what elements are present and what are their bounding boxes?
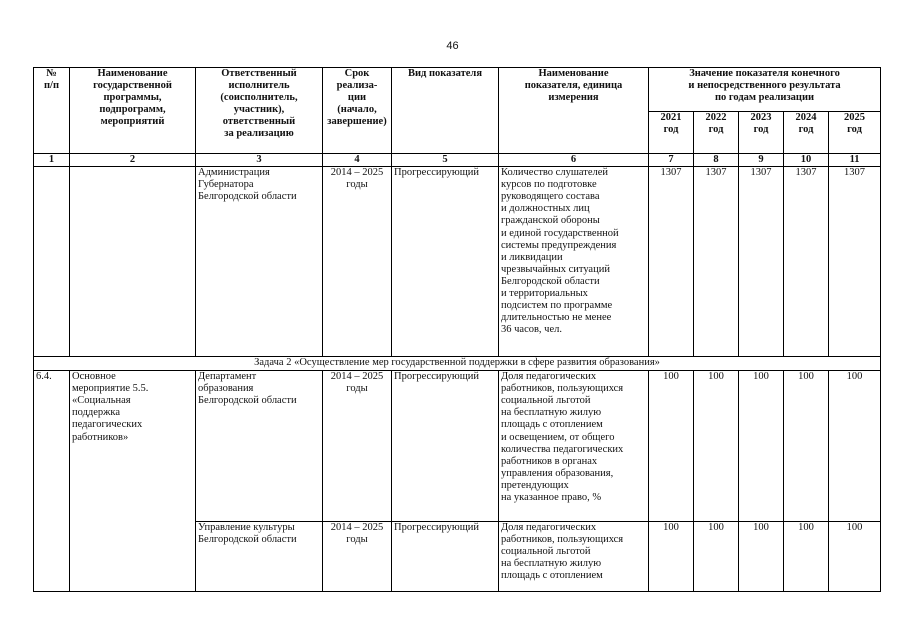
row-value: 1307 bbox=[784, 167, 829, 357]
column-number: 9 bbox=[739, 154, 784, 167]
column-number: 10 bbox=[784, 154, 829, 167]
row-value: 100 bbox=[739, 522, 784, 592]
task-row bbox=[34, 357, 881, 371]
table-row bbox=[34, 371, 881, 522]
row-value: 1307 bbox=[829, 167, 881, 357]
row-value: 1307 bbox=[739, 167, 784, 357]
row-value: 100 bbox=[649, 371, 694, 522]
row-value: 100 bbox=[829, 522, 881, 592]
column-number: 11 bbox=[829, 154, 881, 167]
header-row bbox=[34, 68, 881, 112]
column-number: 3 bbox=[196, 154, 323, 167]
row-indicator-name: Количество слушателей курсов по подготовке руководящего состава и должностных лиц гражданской обороны и единой государственной системы предупреждения и ликвидации чрезвычайных ситуаций Белгородской области и территориальных подсистем по программе длительностью не менее 36 часов, чел. bbox=[499, 167, 649, 357]
row-measure-name: Основное мероприятие 5.5. «Социальная поддержка педагогических работников» bbox=[70, 371, 196, 592]
row-indicator-name: Доля педагогических работников, пользующихся социальной льготой на бесплатную жилую площадь с отоплением bbox=[499, 522, 649, 592]
row-value: 1307 bbox=[694, 167, 739, 357]
row-value: 1307 bbox=[649, 167, 694, 357]
row-indicator-type: Прогрессирующий bbox=[392, 522, 499, 592]
row-value: 100 bbox=[694, 522, 739, 592]
header-num: № п/п bbox=[34, 68, 70, 154]
column-number: 7 bbox=[649, 154, 694, 167]
header-year: 2023 год bbox=[739, 112, 784, 154]
header-term: Срок реализа- ции (начало, завершение) bbox=[323, 68, 392, 154]
row-indicator-name: Доля педагогических работников, пользующихся социальной льготой на бесплатную жилую площадь с отоплением и освещением, от общего количества педагогических работников в органах управления образования, претендующих на указанное право, % bbox=[499, 371, 649, 522]
header-year: 2025 год bbox=[829, 112, 881, 154]
page-number: 46 bbox=[446, 40, 459, 52]
column-number: 2 bbox=[70, 154, 196, 167]
header-indicator-type: Вид показателя bbox=[392, 68, 499, 154]
row-value: 100 bbox=[829, 371, 881, 522]
column-number: 4 bbox=[323, 154, 392, 167]
row-value: 100 bbox=[694, 371, 739, 522]
row-term: 2014 – 2025 годы bbox=[323, 371, 392, 522]
column-numbers-row bbox=[34, 154, 881, 167]
header-indicator-name: Наименование показателя, единица измерения bbox=[499, 68, 649, 154]
header-year: 2022 год bbox=[694, 112, 739, 154]
row-num-cell bbox=[34, 167, 70, 357]
row-name-cell bbox=[70, 167, 196, 357]
table-row bbox=[34, 167, 881, 357]
row-term: 2014 – 2025 годы bbox=[323, 167, 392, 357]
column-number: 8 bbox=[694, 154, 739, 167]
row-num: 6.4. bbox=[34, 371, 70, 592]
row-term: 2014 – 2025 годы bbox=[323, 522, 392, 592]
row-responsible: Управление культуры Белгородской области bbox=[196, 522, 323, 592]
row-value: 100 bbox=[739, 371, 784, 522]
header-year: 2021 год bbox=[649, 112, 694, 154]
row-value: 100 bbox=[784, 371, 829, 522]
row-value: 100 bbox=[784, 522, 829, 592]
row-responsible: Администрация Губернатора Белгородской области bbox=[196, 167, 323, 357]
header-name: Наименование государственной программы, подпрограмм, мероприятий bbox=[70, 68, 196, 154]
column-number: 1 bbox=[34, 154, 70, 167]
indicators-table bbox=[33, 67, 881, 592]
task-title: Задача 2 «Осуществление мер государственной поддержки в сфере развития образования» bbox=[34, 357, 881, 371]
header-values-title: Значение показателя конечного и непосредственного результата по годам реализации bbox=[649, 68, 881, 112]
row-indicator-type: Прогрессирующий bbox=[392, 371, 499, 522]
row-indicator-type: Прогрессирующий bbox=[392, 167, 499, 357]
header-year: 2024 год bbox=[784, 112, 829, 154]
column-number: 5 bbox=[392, 154, 499, 167]
column-number: 6 bbox=[499, 154, 649, 167]
row-value: 100 bbox=[649, 522, 694, 592]
header-responsible: Ответственный исполнитель (соисполнитель, участник), ответственный за реализацию bbox=[196, 68, 323, 154]
row-responsible: Департамент образования Белгородской области bbox=[196, 371, 323, 522]
